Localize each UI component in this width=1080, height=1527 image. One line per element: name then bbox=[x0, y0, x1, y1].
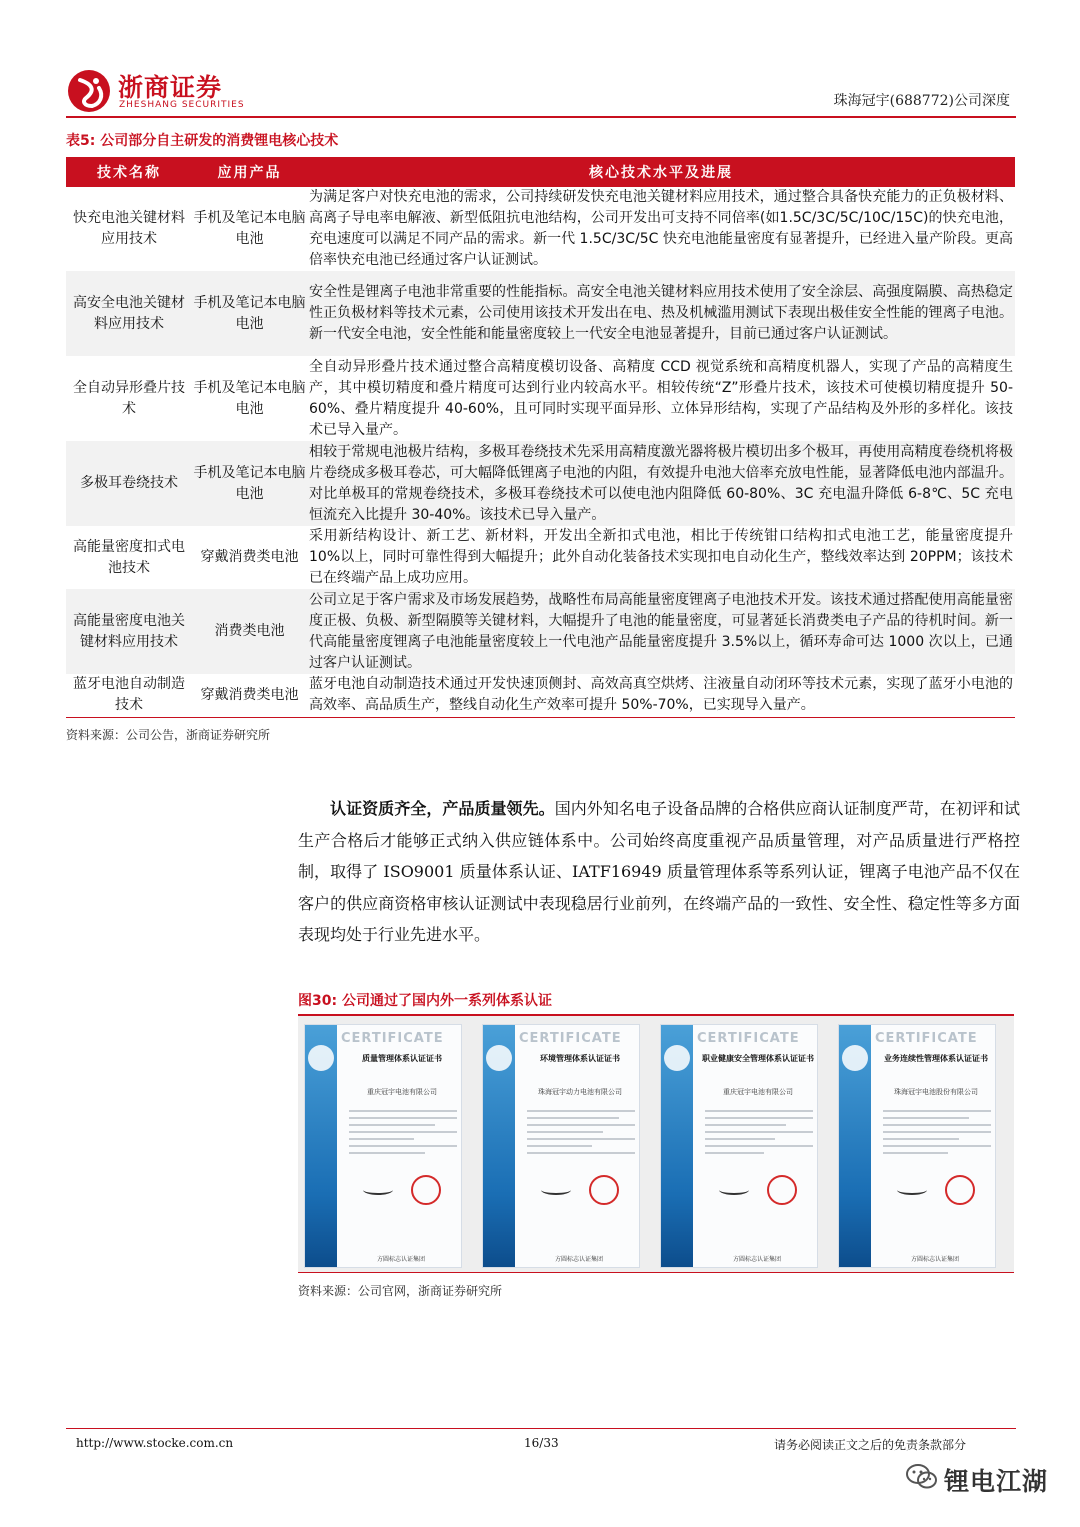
wechat-icon bbox=[906, 1463, 938, 1491]
table-row bbox=[66, 187, 1015, 271]
certificate-image bbox=[660, 1024, 818, 1268]
certificate-text-lines bbox=[349, 1105, 457, 1159]
footer-divider bbox=[66, 1428, 1016, 1429]
figure-source: 资料来源：公司官网，浙商证券研究所 bbox=[298, 1284, 503, 1298]
certificate-name: 业务连续性管理体系认证证书 bbox=[884, 1054, 988, 1063]
product-cell: 手机及笔记本电脑电池 bbox=[193, 210, 306, 247]
footer-disclaimer: 请务必阅读正文之后的免责条款部分 bbox=[774, 1438, 967, 1452]
description-cell: 安全性是锂离子电池非常重要的性能指标。高安全电池关键材料应用技术使用了安全涂层、高强度隔膜、高热稳定性正负极材料等技术元素，公司使用该技术开发出在电、热及机械滥用测试下表现出极佳安全性能的锂离子电池。新一代安全电池，安全性能和能量密度较上一代安全电池显著提升，目前已通过客户认证测试。 bbox=[307, 271, 1015, 356]
signature-icon bbox=[363, 1185, 393, 1195]
tech-name-cell: 多极耳卷绕技术 bbox=[66, 441, 192, 526]
cqm-logo-icon bbox=[308, 1045, 334, 1071]
logo-text-cn: 浙商证券 bbox=[118, 73, 223, 102]
footer-url[interactable]: http://www.stocke.com.cn bbox=[76, 1436, 234, 1450]
cqm-band bbox=[839, 1025, 871, 1267]
certificate-name: 质量管理体系认证证书 bbox=[362, 1054, 442, 1063]
seal-icon bbox=[945, 1175, 975, 1205]
tech-name-cell: 高能量密度电池关键材料应用技术 bbox=[66, 589, 192, 674]
paragraph-body: 国内外知名电子设备品牌的合格供应商认证制度严苛，在初评和试生产合格后才能够正式纳入供应链体系中。公司始终高度重视产品质量管理，对产品质量进行严格控制，取得了 ISO9001 质量体系认证、IATF16949 质量管理体系等系列认证，锂离子电池产品不仅在客户的供应商资格审核认证测试中表现稳居行业前列，在终端产品的一致性、安全性、稳定性等多方面表现均处于行业先进水平。 bbox=[298, 799, 1020, 944]
cqm-logo-icon bbox=[486, 1045, 512, 1071]
product-cell: 消费类电池 bbox=[192, 589, 307, 674]
seal-icon bbox=[589, 1175, 619, 1205]
cqm-band bbox=[483, 1025, 515, 1267]
certificate-holder: 重庆冠宇电池有限公司 bbox=[367, 1088, 437, 1096]
signature-icon bbox=[897, 1185, 927, 1195]
product-cell: 穿戴消费类电池 bbox=[192, 674, 307, 717]
table-row bbox=[66, 441, 1015, 526]
seal-icon bbox=[411, 1175, 441, 1205]
certificate-word: CERTIFICATE bbox=[341, 1031, 444, 1046]
tech-name-cell: 快充电池关键材料应用技术 bbox=[73, 210, 185, 247]
certificate-image bbox=[304, 1024, 462, 1268]
certificate-issuer: 方圆标志认证集团 bbox=[910, 1256, 959, 1263]
table-row bbox=[66, 589, 1015, 674]
description-cell: 采用新结构设计、新工艺、新材料，开发出全新扣式电池，相比于传统钳口结构扣式电池工艺，能量密度提升 10%以上，同时可靠性得到大幅提升；此外自动化装备技术实现扣电自动化生产，整线效率达到 20PPM；该技术已在终端产品上成功应用。 bbox=[309, 528, 1013, 586]
description-cell: 全自动异形叠片技术通过整合高精度模切设备、高精度 CCD 视觉系统和高精度机器人，实现了产品的高精度生产，其中模切精度和叠片精度可达到行业内较高水平。相较传统“Z”形叠片技术，该技术可使模切精度提升 50-60%、叠片精度提升 40-60%，且可同时实现平面异形、立体异形结构，实现了产品结构及外形的多样化。该技术已导入量产。 bbox=[309, 358, 1013, 438]
certificate-issuer: 方圆标志认证集团 bbox=[376, 1256, 425, 1263]
certificate-issuer: 方圆标志认证集团 bbox=[554, 1256, 603, 1263]
table-row bbox=[66, 356, 1015, 441]
table-row bbox=[66, 526, 1015, 589]
cqm-logo-icon bbox=[842, 1045, 868, 1071]
cqm-band bbox=[661, 1025, 693, 1267]
certificate-text-lines bbox=[705, 1105, 813, 1159]
product-cell: 穿戴消费类电池 bbox=[200, 549, 299, 565]
certificate-name: 环境管理体系认证证书 bbox=[540, 1054, 620, 1063]
certificate-image bbox=[838, 1024, 996, 1268]
tech-name-cell: 全自动异形叠片技术 bbox=[73, 379, 185, 417]
cqm-logo-icon bbox=[664, 1045, 690, 1071]
page-number: 16/33 bbox=[524, 1436, 559, 1450]
table-row bbox=[66, 271, 1015, 356]
signature-icon bbox=[719, 1185, 749, 1195]
description-cell: 公司立足于客户需求及市场发展趋势，战略性布局高能量密度锂离子电池技术开发。该技术通过搭配使用高能量密度正极、负极、新型隔膜等关键材料，大幅提升了电池的能量密度，可显著延长消费类电子产品的待机时间。新一代高能量密度锂离子电池能量密度较上一代电池产品能量密度提升 3.5%以上，循环寿命可达 1000 次以上，已通过客户认证测试。 bbox=[307, 589, 1015, 674]
header-tech-name: 技术名称 bbox=[66, 157, 192, 187]
description-cell: 为满足客户对快充电池的需求，公司持续研发快充电池关键材料应用技术，通过整合具备快充能力的正负极材料、高离子导电率电解液、新型低阻抗电池结构，公司开发出可支持不同倍率(如1.5C/3C/5C/10C/15C)的快充电池，充电速度可以满足不同产品的需求。新一代 1.5C/3C/5C 快充电池能量密度有显著提升，已经进入量产阶段。更高倍率快充电池已经通过客户认证测试。 bbox=[309, 189, 1013, 268]
page-header bbox=[66, 62, 1016, 114]
certificate-word: CERTIFICATE bbox=[697, 1031, 800, 1046]
body-paragraph bbox=[298, 793, 1020, 951]
header-divider bbox=[66, 116, 1016, 118]
certificate-issuer: 方圆标志认证集团 bbox=[732, 1256, 781, 1263]
certificate-text-lines bbox=[527, 1105, 635, 1159]
certificate-image bbox=[482, 1024, 640, 1268]
certificate-word: CERTIFICATE bbox=[519, 1031, 622, 1046]
product-cell: 手机及笔记本电脑电池 bbox=[192, 271, 307, 356]
certificate-holder: 珠海冠宇电池股份有限公司 bbox=[894, 1088, 978, 1096]
table-source: 资料来源：公司公告，浙商证券研究所 bbox=[66, 728, 271, 742]
figure-bottom-divider bbox=[298, 1272, 1014, 1273]
report-title: 珠海冠宇(688772)公司深度 bbox=[833, 93, 1010, 109]
table-header-row bbox=[66, 157, 1015, 187]
certificate-word: CERTIFICATE bbox=[875, 1031, 978, 1046]
certificate-name: 职业健康安全管理体系认证证书 bbox=[702, 1054, 814, 1063]
certificate-holder: 珠海冠宇动力电池有限公司 bbox=[538, 1088, 622, 1096]
signature-icon bbox=[541, 1185, 571, 1195]
header-product: 应用产品 bbox=[192, 157, 307, 187]
tech-name-cell: 蓝牙电池自动制造技术 bbox=[66, 674, 192, 717]
certificate-holder: 重庆冠宇电池有限公司 bbox=[723, 1088, 793, 1096]
seal-icon bbox=[767, 1175, 797, 1205]
watermark-text: 锂电江湖 bbox=[944, 1467, 1049, 1496]
logo-text-en: ZHESHANG SECURITIES bbox=[119, 100, 245, 110]
product-cell: 手机及笔记本电脑电池 bbox=[193, 379, 306, 417]
description-cell: 相较于常规电池极片结构，多极耳卷绕技术先采用高精度激光器将极片模切出多个极耳，再使用高精度卷绕机将极片卷绕成多极耳卷芯，可大幅降低锂离子电池的内阻，有效提升电池大倍率充放电性能，显著降低电池内部温升。对比单极耳的常规卷绕技术，多极耳卷绕技术可以使电池内阻降低 60-80%、3C 充电温升降低 6-8℃、5C 充电恒流充入比提升 30-40%。该技术已导入量产。 bbox=[307, 441, 1015, 526]
header-core-level: 核心技术水平及进展 bbox=[307, 157, 1015, 187]
table-row bbox=[66, 674, 1015, 717]
table-title: 表5: 公司部分自主研发的消费锂电核心技术 bbox=[66, 133, 339, 149]
tech-name-cell: 高安全电池关键材料应用技术 bbox=[66, 271, 192, 356]
core-tech-table bbox=[66, 157, 1015, 718]
zheshang-logo-icon bbox=[66, 68, 112, 114]
paragraph-lead: 认证资质齐全，产品质量领先。 bbox=[330, 799, 555, 818]
certificate-gallery bbox=[298, 1016, 1014, 1272]
certificate-text-lines bbox=[883, 1105, 991, 1159]
figure-title: 图30: 公司通过了国内外一系列体系认证 bbox=[298, 993, 552, 1009]
product-cell: 手机及笔记本电脑电池 bbox=[192, 441, 307, 526]
tech-name-cell: 高能量密度扣式电池技术 bbox=[73, 538, 185, 576]
cqm-band bbox=[305, 1025, 337, 1267]
description-cell: 蓝牙电池自动制造技术通过开发快速顶侧封、高效高真空烘烤、注液量自动闭环等技术元素，实现了蓝牙小电池的高效率、高品质生产，整线自动化生产效率可提升 50%-70%，已实现导入量产。 bbox=[307, 674, 1015, 717]
